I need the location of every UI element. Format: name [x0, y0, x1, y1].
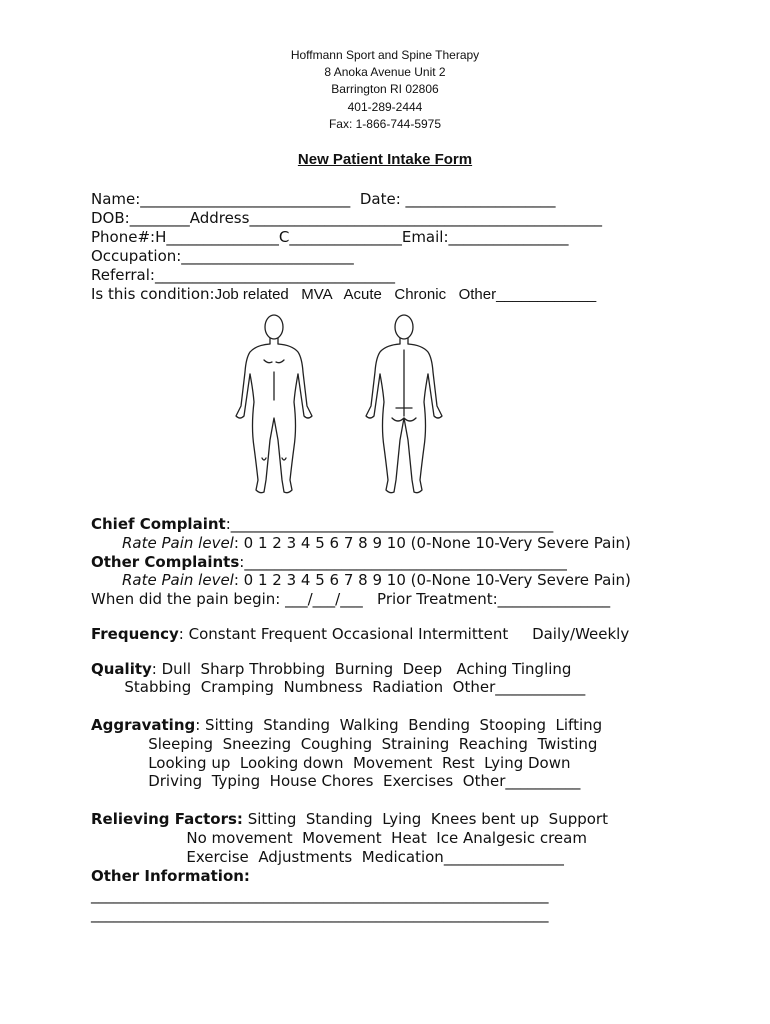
frequency-options[interactable]: : Constant Frequent Occasional Intermittent Daily/Weekly: [178, 625, 630, 643]
occupation-field[interactable]: Occupation:_______________________: [91, 247, 354, 265]
pain-begin-field[interactable]: When did the pain begin: ___/___/___ Prior Treatment:_______________: [91, 590, 611, 608]
frequency-row: [91, 625, 629, 644]
clinic-phone: 401-289-2444: [347, 99, 423, 114]
other-complaints-field[interactable]: :___________________________________________: [239, 553, 567, 571]
aggravating-label: Aggravating: [91, 716, 196, 734]
other-information-line-1[interactable]: _____________________________________________________________: [91, 886, 549, 904]
body-diagram: [226, 312, 456, 498]
relieving-label: Relieving Factors:: [91, 810, 243, 828]
chief-pain-label: Rate Pain level: [122, 534, 234, 552]
aggravating-row-1: [91, 716, 602, 735]
quality-label: Quality: [91, 660, 152, 678]
front-body-figure: [236, 315, 312, 493]
quality-options-2[interactable]: Stabbing Cramping Numbness Radiation Other____________: [91, 678, 586, 696]
chief-pain-scale[interactable]: : 0 1 2 3 4 5 6 7 8 9 10 (0-None 10-Very Severe Pain): [233, 534, 631, 552]
other-complaints-label: Other Complaints: [91, 553, 240, 571]
other-information-line-2[interactable]: _____________________________________________________________: [91, 905, 549, 923]
aggravating-options-1[interactable]: : Sitting Standing Walking Bending Stooping Lifting: [195, 716, 603, 734]
phone-email-field[interactable]: Phone#:H_______________C_______________Email:________________: [91, 228, 569, 246]
condition-options[interactable]: Job related MVA Acute Chronic Other____________: [214, 286, 597, 303]
relieving-row-1: [91, 810, 608, 829]
chief-pain-row: [122, 534, 631, 553]
quality-options-1[interactable]: : Dull Sharp Throbbing Burning Deep Aching Tingling: [151, 660, 572, 678]
referral-field[interactable]: Referral:________________________________: [91, 266, 395, 284]
clinic-name: Hoffmann Sport and Spine Therapy: [290, 48, 480, 62]
chief-complaint-label: Chief Complaint: [91, 515, 226, 533]
quality-row-1: [91, 660, 571, 679]
frequency-label: Frequency: [91, 625, 179, 643]
other-pain-scale[interactable]: : 0 1 2 3 4 5 6 7 8 9 10 (0-None 10-Very Severe Pain): [233, 571, 631, 589]
relieving-options-1[interactable]: Sitting Standing Lying Knees bent up Support: [242, 810, 608, 828]
back-body-figure: [366, 315, 442, 493]
form-title: New Patient Intake Form: [297, 151, 473, 168]
clinic-address-line1: 8 Anoka Avenue Unit 2: [324, 65, 446, 80]
name-date-field[interactable]: Name:____________________________ Date: ____________________: [91, 190, 556, 208]
other-complaints-row[interactable]: [91, 553, 567, 572]
other-pain-label: Rate Pain level: [122, 571, 234, 589]
chief-complaint-row[interactable]: [91, 515, 553, 534]
condition-row: [91, 285, 596, 304]
relieving-options-3[interactable]: Exercise Adjustments Medication________________: [91, 848, 564, 866]
clinic-header: [0, 47, 770, 133]
aggravating-options-3[interactable]: Looking up Looking down Movement Rest Lying Down: [91, 754, 571, 772]
chief-complaint-field[interactable]: :___________________________________________: [225, 515, 554, 533]
aggravating-options-4[interactable]: Driving Typing House Chores Exercises Other__________: [91, 772, 581, 790]
condition-label: Is this condition:: [91, 285, 215, 303]
clinic-fax: Fax: 1-866-744-5975: [328, 116, 442, 131]
clinic-address-line2: Barrington RI 02806: [331, 82, 439, 97]
aggravating-options-2[interactable]: Sleeping Sneezing Coughing Straining Reaching Twisting: [91, 735, 598, 753]
dob-address-field[interactable]: DOB:________Address_______________________________________________: [91, 209, 602, 227]
other-information-label: Other Information:: [91, 867, 250, 885]
relieving-options-2[interactable]: No movement Movement Heat Ice Analgesic cream: [91, 829, 587, 847]
other-pain-row: [122, 571, 631, 590]
